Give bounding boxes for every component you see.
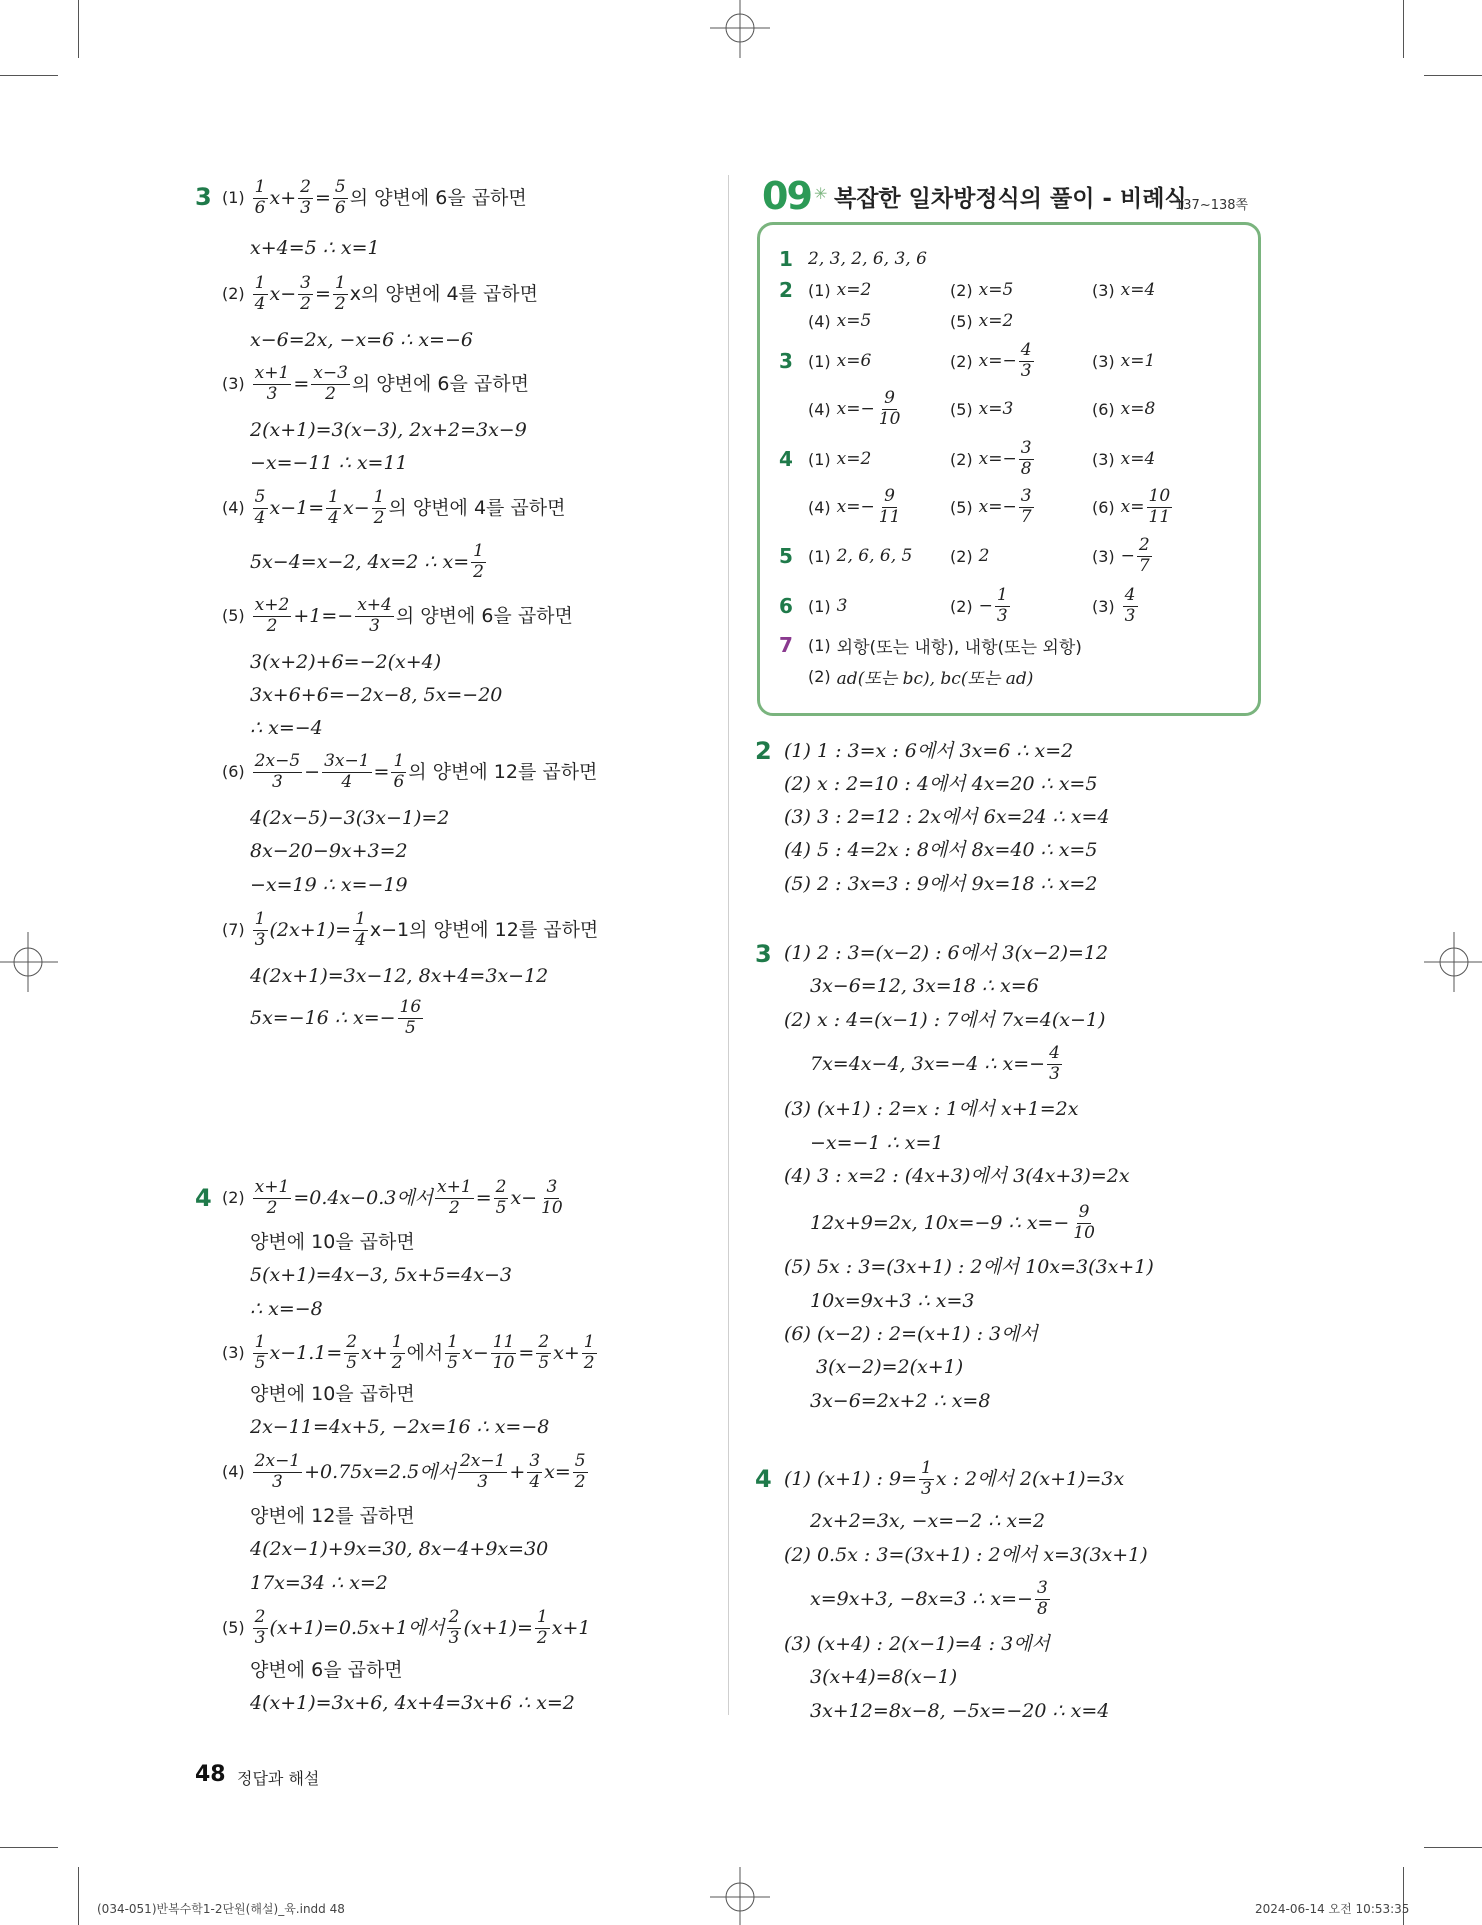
solution-line: ∴ x=−4 bbox=[250, 716, 323, 739]
answer-item: (2) − $\frac{1}{3}$ bbox=[950, 584, 1008, 626]
solution-line: (2) $\frac{x+1}{2}$ =0.4x−0.3에서 $\frac{x+1}{2}$ = $\frac{2}{5}$ x− $\frac{3}{10}$ bbox=[222, 1176, 563, 1218]
solution-line: 3x−6=2x+2 ∴ x=8 bbox=[810, 1389, 991, 1412]
solution-line: 4(x+1)=3x+6, 4x+4=3x+6 ∴ x=2 bbox=[250, 1691, 575, 1714]
solution-line: 4(2x−5)−3(3x−1)=2 bbox=[250, 806, 450, 829]
section-number: 09 bbox=[762, 174, 811, 218]
solution-line: 4(2x−1)+9x=30, 8x−4+9x=30 bbox=[250, 1537, 549, 1560]
solution-line: −x=−1 ∴ x=1 bbox=[810, 1131, 944, 1154]
answer-item: (1) 2, 6, 6, 5 bbox=[808, 546, 913, 566]
solution-line: (5) 5x : 3=(3x+1) : 2에서 10x=3(3x+1) bbox=[784, 1255, 1154, 1278]
crop-mark bbox=[78, 0, 79, 58]
solution-line: 2x−11=4x+5, −2x=16 ∴ x=−8 bbox=[250, 1415, 550, 1438]
registration-mark-icon bbox=[1422, 932, 1482, 992]
solution-line: (3) (x+1) : 2=x : 1에서 x+1=2x bbox=[784, 1097, 1079, 1120]
answer-number: 5 bbox=[779, 544, 793, 568]
column-divider bbox=[728, 175, 729, 1715]
solution-line: (4) $\frac{2x-1}{3}$ +0.75x=2.5에서 $\frac{2x-1}{3}$ + $\frac{3}{4}$ x= $\frac{5}{2}$ bbox=[222, 1450, 586, 1492]
answer-item: (4) x=5 bbox=[808, 311, 872, 331]
solution-line: (1) 2 : 3=(x−2) : 6에서 3(x−2)=12 bbox=[784, 941, 1109, 964]
solution-line: 양변에 10을 곱하면 bbox=[250, 1230, 415, 1253]
solution-line: 양변에 10을 곱하면 bbox=[250, 1382, 415, 1405]
registration-mark-icon bbox=[0, 932, 60, 992]
solution-line: 3x+12=8x−8, −5x=−20 ∴ x=4 bbox=[810, 1699, 1110, 1722]
answer-item: (1) x=6 bbox=[808, 351, 872, 371]
page-label: 정답과 해설 bbox=[237, 1769, 320, 1788]
solution-line: (2) $\frac{1}{4}$ x− $\frac{3}{2}$ = $\frac{1}{2}$ x의 양변에 4를 곱하면 bbox=[222, 272, 539, 314]
solution-line: 5x=−16 ∴ x=− $\frac{16}{5}$ bbox=[250, 996, 422, 1038]
page-number: 48 bbox=[195, 1762, 226, 1787]
answer-item: (2) 2 bbox=[950, 546, 990, 566]
solution-line: x+4=5 ∴ x=1 bbox=[250, 236, 380, 259]
solution-line: 17x=34 ∴ x=2 bbox=[250, 1571, 388, 1594]
timestamp: 2024-06-14 오전 10:53:35 bbox=[1255, 1902, 1410, 1916]
solution-line: (5) $\frac{x+2}{2}$ +1=− $\frac{x+4}{3}$ 의 양변에 6을 곱하면 bbox=[222, 594, 573, 636]
solution-line: −x=−11 ∴ x=11 bbox=[250, 451, 408, 474]
answer-item: 2, 3, 2, 6, 3, 6 bbox=[808, 249, 927, 269]
answer-item: (1) x=2 bbox=[808, 449, 872, 469]
solution-line: 3x+6+6=−2x−8, 5x=−20 bbox=[250, 683, 503, 706]
solution-line: 2x+2=3x, −x=−2 ∴ x=2 bbox=[810, 1509, 1046, 1532]
solution-line: x=9x+3, −8x=3 ∴ x=− $\frac{3}{8}$ bbox=[810, 1577, 1048, 1619]
solution-line: 3x−6=12, 3x=18 ∴ x=6 bbox=[810, 974, 1039, 997]
solution-line: (2) 0.5x : 3=(3x+1) : 2에서 x=3(3x+1) bbox=[784, 1543, 1148, 1566]
file-slug: (034-051)반복수학1-2단원(해설)_육.indd 48 bbox=[97, 1902, 345, 1916]
solution-line: (4) 5 : 4=2x : 8에서 8x=40 ∴ x=5 bbox=[784, 838, 1098, 861]
answer-item: (3) x=4 bbox=[1092, 449, 1156, 469]
solution-line: 양변에 12를 곱하면 bbox=[250, 1504, 415, 1527]
solution-line: (3) (x+4) : 2(x−1)=4 : 3에서 bbox=[784, 1632, 1050, 1655]
solution-line: (3) 3 : 2=12 : 2x에서 6x=24 ∴ x=4 bbox=[784, 805, 1110, 828]
solution-line: 3(x+2)+6=−2(x+4) bbox=[250, 650, 442, 673]
solution-line: (1) (x+1) : 9= $\frac{1}{3}$ x : 2에서 2(x+1)=3x bbox=[784, 1457, 1125, 1499]
solution-line: 10x=9x+3 ∴ x=3 bbox=[810, 1289, 975, 1312]
solution-line: (1) $\frac{1}{6}$ x+ $\frac{2}{3}$ = $\frac{5}{6}$ 의 양변에 6을 곱하면 bbox=[222, 176, 527, 218]
answer-number: 7 bbox=[779, 633, 793, 657]
answer-item: (1) x=2 bbox=[808, 280, 872, 300]
answer-number: 4 bbox=[779, 447, 793, 471]
question-number: 4 bbox=[195, 1184, 212, 1212]
question-number: 3 bbox=[755, 940, 772, 968]
registration-mark-icon bbox=[710, 0, 770, 60]
solution-line: (4) 3 : x=2 : (4x+3)에서 3(4x+3)=2x bbox=[784, 1164, 1130, 1187]
solution-line: (7) $\frac{1}{3}$ (2x+1)= $\frac{1}{4}$ x−1의 양변에 12를 곱하면 bbox=[222, 908, 599, 950]
answer-item: (3) − $\frac{2}{7}$ bbox=[1092, 534, 1150, 576]
answer-item: (1) 3 bbox=[808, 596, 848, 616]
solution-line: (6) (x−2) : 2=(x+1) : 3에서 bbox=[784, 1322, 1038, 1345]
solution-line: (6) $\frac{2x-5}{3}$ − $\frac{3x-1}{4}$ = $\frac{1}{6}$ 의 양변에 12를 곱하면 bbox=[222, 750, 598, 792]
answer-number: 1 bbox=[779, 247, 793, 271]
solution-line: 5(x+1)=4x−3, 5x+5=4x−3 bbox=[250, 1263, 512, 1286]
answer-item: (3) x=1 bbox=[1092, 351, 1156, 371]
crop-mark bbox=[0, 1847, 58, 1848]
answer-number: 2 bbox=[779, 278, 793, 302]
solution-line: (3) $\frac{x+1}{3}$ = $\frac{x-3}{2}$ 의 양변에 6을 곱하면 bbox=[222, 362, 529, 404]
answer-item: (5) x=− $\frac{3}{7}$ bbox=[950, 485, 1032, 527]
section-pages: 137~138쪽 bbox=[1175, 198, 1249, 213]
solution-line: 8x−20−9x+3=2 bbox=[250, 839, 408, 862]
registration-mark-icon bbox=[710, 1865, 770, 1925]
question-number: 2 bbox=[755, 737, 772, 765]
answer-item: (3) $\frac{4}{3}$ bbox=[1092, 584, 1136, 626]
answer-item: (3) x=4 bbox=[1092, 280, 1156, 300]
answer-item: (2) x=− $\frac{4}{3}$ bbox=[950, 339, 1032, 381]
solution-line: 양변에 6을 곱하면 bbox=[250, 1658, 403, 1681]
answer-item: (2) x=− $\frac{3}{8}$ bbox=[950, 437, 1032, 479]
solution-line: 7x=4x−4, 3x=−4 ∴ x=− $\frac{4}{3}$ bbox=[810, 1042, 1060, 1084]
answer-item: (4) x=− $\frac{9}{10}$ bbox=[808, 387, 901, 429]
answer-item: (4) x=− $\frac{9}{11}$ bbox=[808, 485, 901, 527]
solution-line: 5x−4=x−2, 4x=2 ∴ x= $\frac{1}{2}$ bbox=[250, 540, 484, 582]
solution-line: 3(x+4)=8(x−1) bbox=[810, 1665, 958, 1688]
question-number: 4 bbox=[755, 1465, 772, 1493]
star-icon: ✳ bbox=[814, 184, 828, 203]
answer-item: (5) x=2 bbox=[950, 311, 1014, 331]
solution-line: x−6=2x, −x=6 ∴ x=−6 bbox=[250, 328, 473, 351]
answer-item: (2) ad(또는 bc), bc(또는 ad) bbox=[808, 666, 1034, 689]
answer-item: (5) x=3 bbox=[950, 399, 1014, 419]
crop-mark bbox=[78, 1867, 79, 1925]
answer-number: 6 bbox=[779, 594, 793, 618]
solution-line: (3) $\frac{1}{5}$ x−1.1= $\frac{2}{5}$ x+ $\frac{1}{2}$ 에서 $\frac{1}{5}$ x− $\frac{11}{10}$ = $\frac{2}{5}$ x+ $\frac{1}{2}$ bbox=[222, 1331, 595, 1373]
solution-line: (2) x : 2=10 : 4에서 4x=20 ∴ x=5 bbox=[784, 772, 1098, 795]
answer-number: 3 bbox=[779, 349, 793, 373]
section-title: 복잡한 일차방정식의 풀이 - 비례식 bbox=[834, 186, 1187, 212]
crop-mark bbox=[0, 75, 58, 76]
solution-line: (1) 1 : 3=x : 6에서 3x=6 ∴ x=2 bbox=[784, 739, 1074, 762]
crop-mark bbox=[1403, 0, 1404, 58]
solution-line: 2(x+1)=3(x−3), 2x+2=3x−9 bbox=[250, 418, 527, 441]
crop-mark bbox=[1424, 1847, 1482, 1848]
answer-item: (1) 외항(또는 내항), 내항(또는 외항) bbox=[808, 635, 1082, 658]
solution-line: (5) $\frac{2}{3}$ (x+1)=0.5x+1에서 $\frac{2}{3}$ (x+1)= $\frac{1}{2}$ x+1 bbox=[222, 1606, 591, 1648]
answer-item: (2) x=5 bbox=[950, 280, 1014, 300]
solution-line: 3(x−2)=2(x+1) bbox=[816, 1355, 964, 1378]
solution-line: (4) $\frac{5}{4}$ x−1= $\frac{1}{4}$ x− $\frac{1}{2}$ 의 양변에 4를 곱하면 bbox=[222, 486, 566, 528]
answer-item: (6) x= $\frac{10}{11}$ bbox=[1092, 485, 1171, 527]
solution-line: −x=19 ∴ x=−19 bbox=[250, 873, 408, 896]
question-number: 3 bbox=[195, 183, 212, 211]
crop-mark bbox=[1424, 75, 1482, 76]
solution-line: 12x+9=2x, 10x=−9 ∴ x=− $\frac{9}{10}$ bbox=[810, 1201, 1095, 1243]
solution-line: 4(2x+1)=3x−12, 8x+4=3x−12 bbox=[250, 964, 549, 987]
solution-line: ∴ x=−8 bbox=[250, 1297, 323, 1320]
answer-item: (6) x=8 bbox=[1092, 399, 1156, 419]
solution-line: (5) 2 : 3x=3 : 9에서 9x=18 ∴ x=2 bbox=[784, 872, 1098, 895]
solution-line: (2) x : 4=(x−1) : 7에서 7x=4(x−1) bbox=[784, 1008, 1106, 1031]
